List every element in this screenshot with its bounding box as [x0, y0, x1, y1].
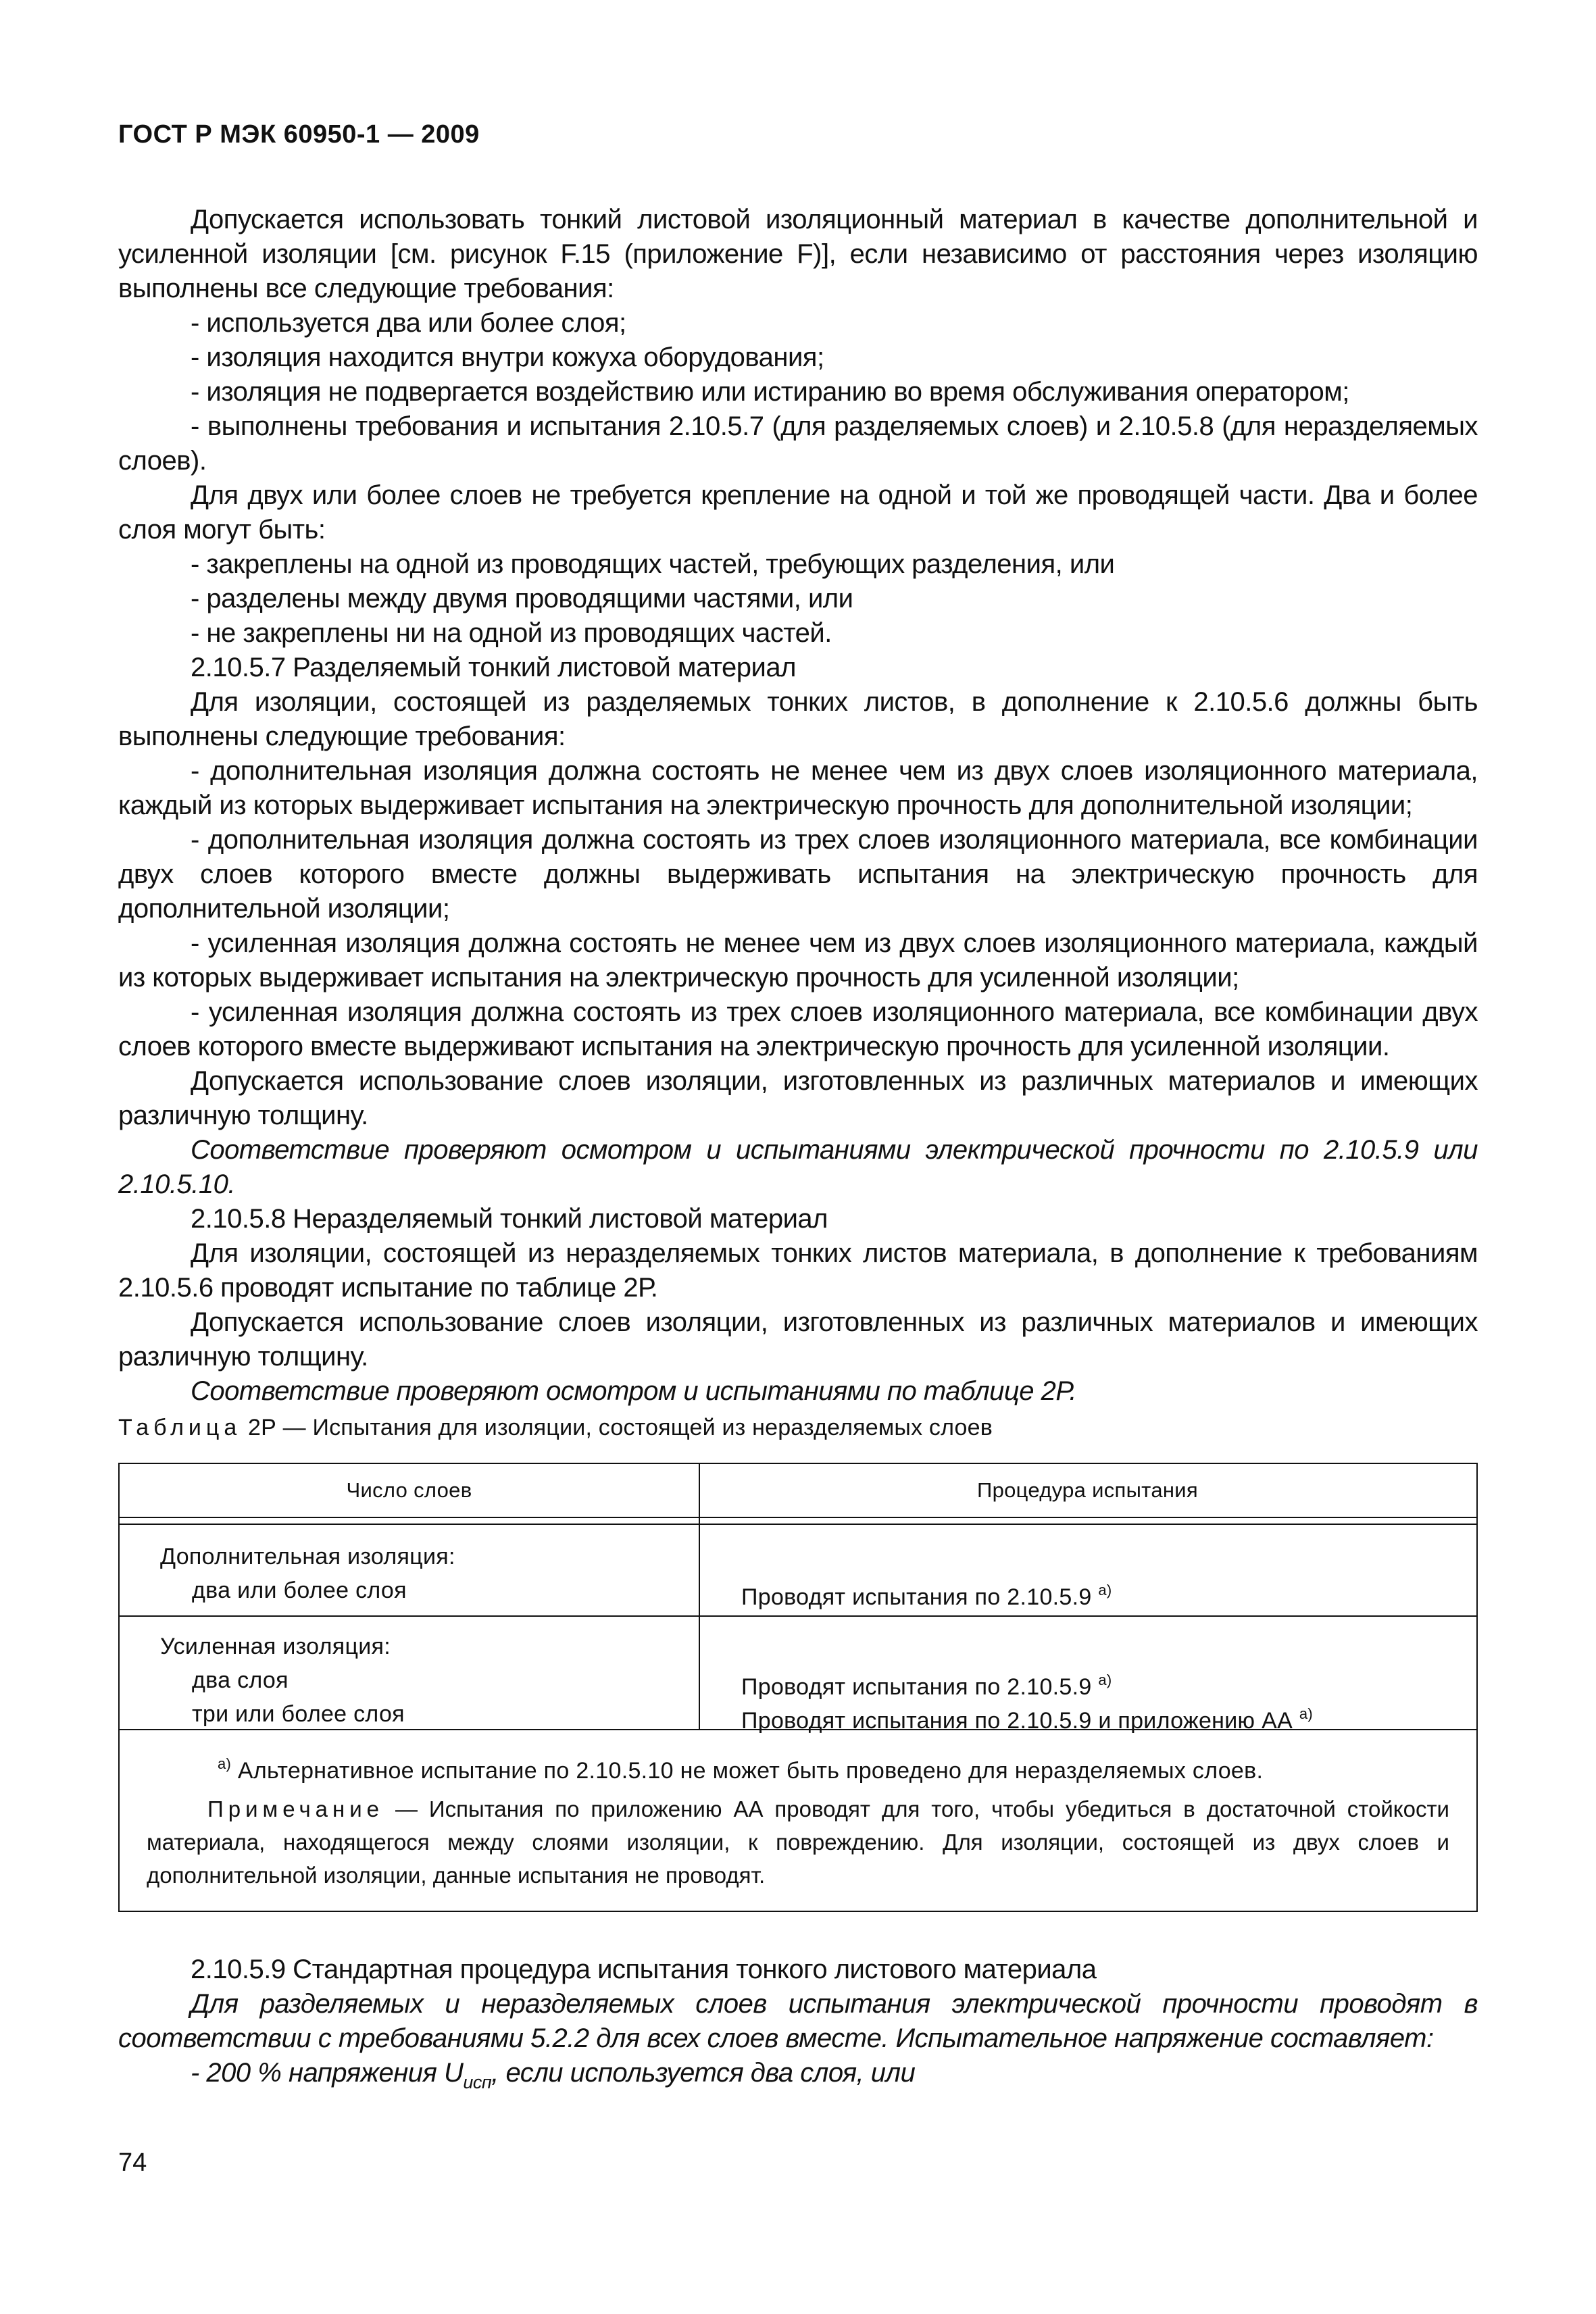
row2-col2-b-text: Проводят испытания по 2.10.5.9 и приложению АА	[741, 1708, 1293, 1734]
paragraph: - усиленная изоляция должна состоять не менее чем из двух слоев изоляционного материала, каждый из которых выдерживает испытания на электрическую прочность для усиленной изоляции;	[118, 928, 1478, 992]
paragraph: Допускается использование слоев изоляции, изготовленных из различных материалов и имеющих различную толщину.	[118, 1066, 1478, 1130]
section-heading-2-10-5-8: 2.10.5.8 Неразделяемый тонкий листовой материал	[191, 1204, 828, 1234]
paragraph: - закреплены на одной из проводящих частей, требующих разделения, или	[191, 549, 1115, 579]
row2-col2-b	[741, 1697, 1313, 1738]
voltage-text-end: , если используется два слоя, или	[491, 2058, 916, 2088]
paragraph: - усиленная изоляция должна состоять из трех слоев изоляционного материала, все комбинации двух слоев которого вместе выдерживают испытания на электрическую прочность для усиленной изоляции.	[118, 997, 1478, 1061]
row1-col2	[741, 1574, 1112, 1614]
footnote-ref: a)	[1299, 1705, 1313, 1722]
paragraph: Допускается использовать тонкий листовой изоляционный материал в качестве дополнительной и усиленной изоляции [см. рисунок F.15 (приложение F)], если независимо от расстояния через изоляцию выполнены все следующие требования:	[118, 205, 1478, 303]
row2-col1-detail-b: три или более слоя	[192, 1701, 405, 1727]
footnote-text: Альтернативное испытание по 2.10.5.10 не может быть проведено для неразделяемых слоев.	[237, 1758, 1264, 1784]
header-rule-second	[120, 1524, 1476, 1525]
table-caption-text: 2Р — Испытания для изоляции, состоящей из неразделяемых слоев	[241, 1415, 993, 1440]
row2-col2-a-text: Проводят испытания по 2.10.5.9	[741, 1674, 1092, 1700]
paragraph: Для двух или более слоев не требуется крепление на одной и той же проводящей части. Два и более слоя могут быть:	[118, 480, 1478, 545]
paragraph: - выполнены требования и испытания 2.10.5.7 (для разделяемых слоев) и 2.10.5.8 (для неразделяемых слоев).	[118, 411, 1478, 476]
body-text	[118, 203, 1478, 1409]
footnote-ref: a)	[1098, 1582, 1112, 1599]
paragraph	[118, 2056, 1478, 2100]
note-word: Примечание	[207, 1796, 384, 1821]
table-caption	[118, 1415, 993, 1441]
paragraph: Для изоляции, состоящей из разделяемых тонких листов, в дополнение к 2.10.5.6 должны быть выполнены следующие требования:	[118, 687, 1478, 751]
section-heading-2-10-5-9: 2.10.5.9 Стандартная процедура испытания тонкого листового материала	[191, 1955, 1097, 1984]
paragraph: Допускается использование слоев изоляции, изготовленных из различных материалов и имеющих различную толщину.	[118, 1307, 1478, 1372]
row1-col1-title: Дополнительная изоляция:	[160, 1544, 455, 1569]
row-rule	[120, 1615, 1476, 1617]
section-2-10-5-9	[118, 1953, 1478, 2100]
table-footnote	[218, 1746, 1263, 1788]
paragraph: - не закреплены ни на одной из проводящих частей.	[191, 618, 832, 648]
paragraph: - изоляция не подвергается воздействию или истиранию во время обслуживания оператором;	[191, 377, 1349, 407]
col-header-procedure: Процедура испытания	[977, 1478, 1198, 1502]
row1-col2-text: Проводят испытания по 2.10.5.9	[741, 1584, 1092, 1610]
col-header-layers: Число слоев	[346, 1478, 472, 1502]
page-number: 74	[118, 2148, 147, 2177]
row2-col1-title: Усиленная изоляция:	[160, 1634, 391, 1659]
footnote-mark: a)	[218, 1755, 232, 1772]
paragraph: - изоляция находится внутри кожуха оборудования;	[191, 343, 824, 372]
paragraph: - используется два или более слоя;	[191, 308, 626, 338]
compliance-paragraph: Соответствие проверяют осмотром и испытаниями по таблице 2Р.	[191, 1376, 1076, 1406]
paragraph: Для разделяемых и неразделяемых слоев испытания электрической прочности проводят в соответствии с требованиями 5.2.2 для всех слоев вместе. Испытательное напряжение составляет:	[118, 1989, 1478, 2053]
paragraph: - разделены между двумя проводящими частями, или	[191, 584, 853, 613]
document-header: ГОСТ Р МЭК 60950-1 — 2009	[118, 120, 480, 149]
row2-col1-detail-a: два слоя	[192, 1667, 289, 1693]
paragraph: - дополнительная изоляция должна состоять не менее чем из двух слоев изоляционного материала, каждый из которых выдерживает испытания на электрическую прочность для дополнительной изоляции;	[118, 756, 1478, 820]
row1-col1-detail: два или более слоя	[192, 1578, 407, 1603]
note-text: — Испытания по приложению АА проводят для того, чтобы убедиться в достаточной стойкости материала, находящегося между слоями изоляции, к повреждению. Для изоляции, состоящей из двух слоев и дополнительной изоляции, данные испытания не проводят.	[147, 1796, 1449, 1888]
voltage-subscript: исп	[463, 2072, 492, 2092]
table-2p	[118, 1463, 1478, 1912]
voltage-text: - 200 % напряжения U	[191, 2058, 464, 2088]
paragraph: - дополнительная изоляция должна состоять из трех слоев изоляционного материала, все комбинации двух слоев которого вместе должны выдерживать испытания на электрическую прочность для дополнительной изоляции;	[118, 825, 1478, 924]
compliance-paragraph: Соответствие проверяют осмотром и испытаниями электрической прочности по 2.10.5.9 или 2.10.5.10.	[118, 1135, 1478, 1199]
section-heading-2-10-5-7: 2.10.5.7 Разделяемый тонкий листовой материал	[191, 653, 796, 682]
footnote-ref: a)	[1098, 1671, 1112, 1688]
table-note	[147, 1792, 1449, 1892]
table-caption-word: Таблица	[118, 1415, 242, 1440]
paragraph: Для изоляции, состоящей из неразделяемых тонких листов материала, в дополнение к требованиям 2.10.5.6 проводят испытание по таблице 2Р.	[118, 1238, 1478, 1303]
header-rule	[120, 1517, 1476, 1518]
